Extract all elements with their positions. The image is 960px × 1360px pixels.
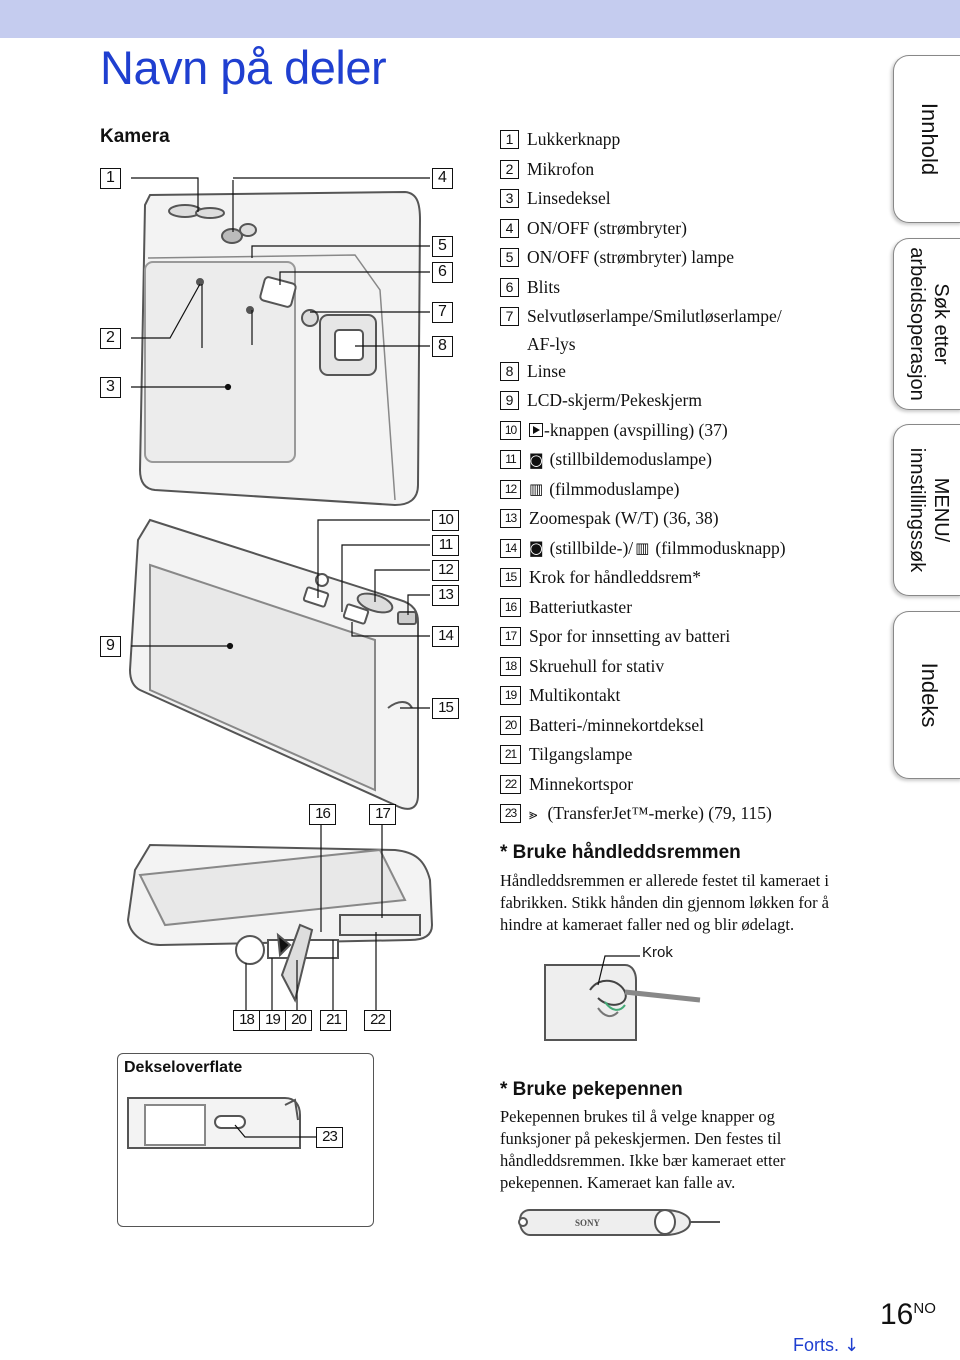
legend-number: 8 xyxy=(500,362,519,381)
continue-link[interactable] xyxy=(793,1335,859,1356)
callout-14: 14 xyxy=(432,626,459,647)
legend-number: 1 xyxy=(500,130,519,149)
legend-number: 20 xyxy=(500,716,521,735)
page-number xyxy=(880,1298,936,1332)
stylus-brand: SONY xyxy=(575,1218,601,1228)
callout-11: 11 xyxy=(432,535,459,556)
film-icon: ▥ xyxy=(529,480,544,499)
stylus-note-line: Pekepennen brukes til å velge knapper og xyxy=(500,1107,775,1126)
page-language: NO xyxy=(913,1300,936,1317)
strap-note-body xyxy=(500,870,829,936)
legend-item xyxy=(500,711,870,741)
stylus-note-heading: * Bruke pekepennen xyxy=(500,1079,683,1100)
strap-note-line: Håndleddsremmen er allerede festet til kameraet i xyxy=(500,871,829,890)
legend-number: 3 xyxy=(500,189,519,208)
legend-text: Zoomespak (W/T) (36, 38) xyxy=(529,508,719,529)
callout-6: 6 xyxy=(432,262,453,283)
callout-20: 20 xyxy=(285,1010,312,1031)
page-number-value: 16 xyxy=(880,1298,914,1331)
legend-number: 5 xyxy=(500,248,519,267)
legend-item xyxy=(500,155,870,185)
callout-18: 18 xyxy=(233,1010,260,1031)
callout-13: 13 xyxy=(432,585,459,606)
tab-label: Indeks xyxy=(916,662,942,728)
legend-text-2: (filmmodusknapp) xyxy=(655,537,786,558)
callout-1: 1 xyxy=(100,168,121,189)
tab-sok-etter-arbeidsoperasjon[interactable] xyxy=(893,238,960,410)
legend-item xyxy=(500,534,870,564)
legend-number: 9 xyxy=(500,391,519,410)
callout-4: 4 xyxy=(432,168,453,189)
legend-item xyxy=(500,184,870,214)
callout-23: 23 xyxy=(316,1127,343,1148)
legend-item xyxy=(500,416,870,446)
legend-text: Spor for innsetting av batteri xyxy=(529,626,731,647)
legend-text: -knappen (avspilling) (37) xyxy=(544,419,728,440)
legend-text: Lukkerknapp xyxy=(527,129,621,150)
callout-2: 2 xyxy=(100,328,121,349)
legend-number: 14 xyxy=(500,539,521,558)
legend-text: AF-lys xyxy=(527,333,576,354)
callout-8: 8 xyxy=(432,336,453,357)
legend-item xyxy=(500,740,870,770)
callout-3: 3 xyxy=(100,377,121,398)
callout-22: 22 xyxy=(364,1010,391,1031)
strap-note-heading: * Bruke håndleddsremmen xyxy=(500,842,741,863)
legend-text: Minnekortspor xyxy=(529,773,634,794)
legend-item xyxy=(500,214,870,244)
legend-text: Batteri-/minnekortdeksel xyxy=(529,714,704,735)
legend-item xyxy=(500,593,870,623)
tab-label: Innhold xyxy=(916,102,942,176)
legend-item xyxy=(500,243,870,273)
legend-number: 21 xyxy=(500,745,521,764)
legend-item xyxy=(500,386,870,416)
legend-item xyxy=(500,504,870,534)
legend-number: 2 xyxy=(500,160,519,179)
legend-number: 13 xyxy=(500,509,521,528)
legend-item xyxy=(500,302,870,332)
strap-note-line: fabrikken. Stikk hånden din gjennom løkken for å xyxy=(500,893,830,912)
callout-7: 7 xyxy=(432,302,453,323)
legend-text: (filmmoduslampe) xyxy=(549,478,680,499)
tab-innhold[interactable] xyxy=(893,55,960,223)
cover-surface-label: Dekseloverflate xyxy=(124,1059,243,1076)
tab-menu-innstillingssok[interactable] xyxy=(893,424,960,596)
legend-text: (stillbilde-)/ xyxy=(549,537,634,558)
legend-item xyxy=(500,445,870,475)
legend-number: 19 xyxy=(500,686,521,705)
callout-12: 12 xyxy=(432,560,459,581)
strap-hook-label: Krok xyxy=(642,944,673,961)
callout-15: 15 xyxy=(432,698,459,719)
legend-number: 15 xyxy=(500,568,521,587)
legend-number: 10 xyxy=(500,421,521,440)
legend-text: Blits xyxy=(527,276,561,297)
legend-number: 7 xyxy=(500,307,519,326)
callout-5: 5 xyxy=(432,236,453,257)
legend-text: LCD-skjerm/Pekeskjerm xyxy=(527,390,702,411)
parts-legend xyxy=(500,125,870,829)
legend-number: 12 xyxy=(500,480,521,499)
legend-item xyxy=(500,563,870,593)
tab-indeks[interactable] xyxy=(893,611,960,779)
stylus-note-line: håndleddsremmen. Ikke bær kameraet etter xyxy=(500,1151,786,1170)
legend-item xyxy=(500,799,870,829)
legend-item xyxy=(500,622,870,652)
legend-item-continued xyxy=(500,332,870,357)
legend-item xyxy=(500,681,870,711)
legend-number: 22 xyxy=(500,775,521,794)
legend-number: 6 xyxy=(500,278,519,297)
arrow-down-icon: ↓ xyxy=(844,1335,860,1356)
strap-note-line: hindre at kameraet faller ned og blir ødelagt. xyxy=(500,915,795,934)
legend-text: (TransferJet™-merke) (79, 115) xyxy=(547,803,772,824)
callout-19: 19 xyxy=(259,1010,286,1031)
transferjet-icon: ⪢ xyxy=(529,804,538,823)
callout-16: 16 xyxy=(309,804,336,825)
legend-text: Skruehull for stativ xyxy=(529,655,665,676)
legend-text: Mikrofon xyxy=(527,158,595,179)
callout-10: 10 xyxy=(432,510,459,531)
legend-text: Krok for håndleddsrem* xyxy=(529,567,702,588)
legend-item xyxy=(500,652,870,682)
legend-text: Multikontakt xyxy=(529,685,621,706)
legend-number: 17 xyxy=(500,627,521,646)
legend-item xyxy=(500,357,870,387)
legend-number: 11 xyxy=(500,450,521,469)
legend-number: 18 xyxy=(500,657,521,676)
legend-text: Batteriutkaster xyxy=(529,596,633,617)
callout-21: 21 xyxy=(320,1010,347,1031)
play-icon xyxy=(529,423,543,437)
legend-item xyxy=(500,273,870,303)
legend-text: Selvutløserlampe/Smilutløserlampe/ xyxy=(527,306,782,327)
stylus-note-body xyxy=(500,1106,785,1194)
legend-text: Tilgangslampe xyxy=(529,744,633,765)
legend-item xyxy=(500,125,870,155)
section-label-camera: Kamera xyxy=(100,126,170,147)
tab-label: Søk etter arbeidsoperasjon xyxy=(905,247,952,401)
legend-number: 4 xyxy=(500,219,519,238)
legend-text: ON/OFF (strømbryter) lampe xyxy=(527,247,735,268)
legend-item xyxy=(500,770,870,800)
legend-number: 16 xyxy=(500,598,521,617)
legend-number: 23 xyxy=(500,804,521,823)
camera-icon: ◙ xyxy=(529,539,544,558)
legend-text: Linsedeksel xyxy=(527,188,611,209)
legend-text: (stillbildemoduslampe) xyxy=(549,449,712,470)
camera-icon: ◙ xyxy=(529,450,544,469)
stylus-note-line: pekepennen. Kameraet kan falle av. xyxy=(500,1173,736,1192)
legend-text: Linse xyxy=(527,360,566,381)
tab-label: MENU/ innstillingssøk xyxy=(905,447,952,573)
legend-text: ON/OFF (strømbryter) xyxy=(527,217,687,238)
callout-17: 17 xyxy=(369,804,396,825)
continue-label: Forts. xyxy=(793,1335,840,1355)
legend-item xyxy=(500,475,870,505)
stylus-note-line: funksjoner på pekeskjermen. Den festes til xyxy=(500,1129,782,1148)
callout-9: 9 xyxy=(100,636,121,657)
film-icon: ▥ xyxy=(635,539,650,558)
page-title: Navn på deler xyxy=(100,41,387,94)
